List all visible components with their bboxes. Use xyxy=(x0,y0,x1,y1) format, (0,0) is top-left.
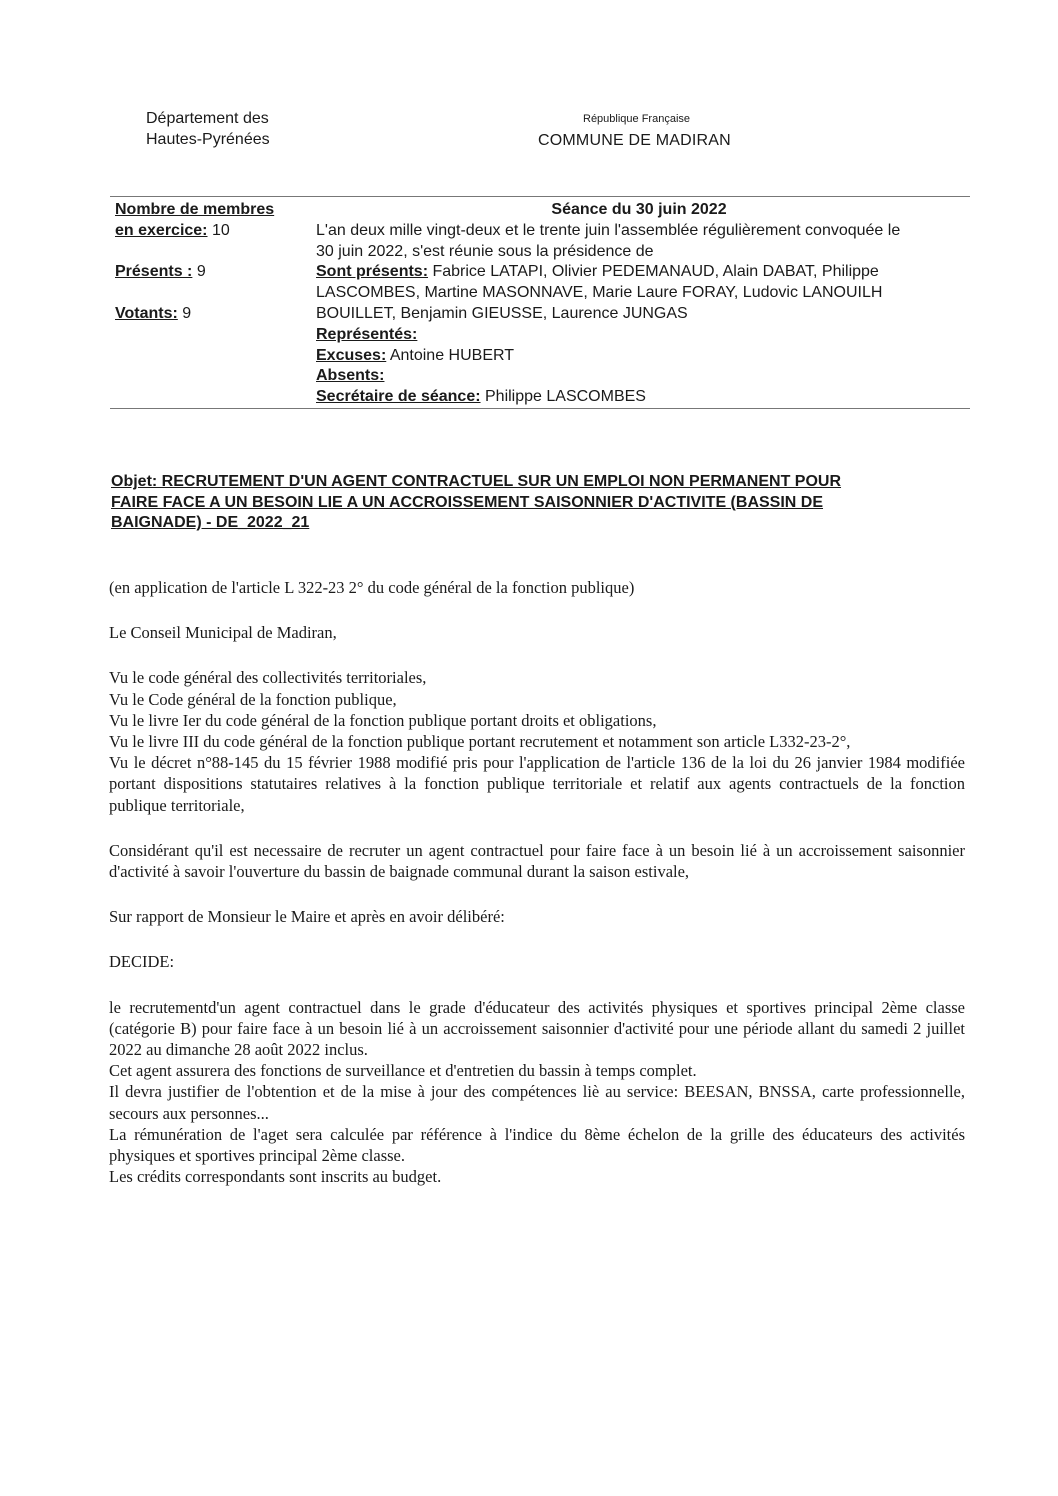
seance-intro-line2: 30 juin 2022, s'est réunie sous la présidence de xyxy=(316,242,654,260)
decision-competences: Il devra justifier de l'obtention et de la mise à jour des compétences liè au service: BEESAN, BNSSA, carte professionnelle, secours aux personnes... xyxy=(109,1082,965,1123)
deliberation-body xyxy=(109,577,965,1187)
decision-recrutement: le recrutementd'un agent contractuel dans le grade d'éducateur des activités physiques et sportives principal 2ème classe (catégorie B) pour faire face à un besoin lié à un accroissement saisonnier d'activité pour une période allant du samedi 2 juillet 2022 au dimanche 28 août 2022 inclus. xyxy=(109,997,965,1060)
exercice-value: 10 xyxy=(207,221,230,239)
vu-line-2: Vu le Code général de la fonction publique, xyxy=(109,689,397,709)
department-line2: Hautes-Pyrénées xyxy=(146,131,270,148)
department-block xyxy=(146,108,270,150)
presents-label: Présents : xyxy=(115,263,193,281)
republique-label: République Française xyxy=(583,113,691,125)
seance-intro-line1: L'an deux mille vingt-deux et le trente juin l'assemblée régulièrement convoquée le xyxy=(316,221,901,239)
sont-presents-label: Sont présents: xyxy=(316,263,429,281)
excuses-label: Excuses: xyxy=(316,346,387,364)
vu-line-5: Vu le décret n°88-145 du 15 février 1988 modifié pris pour l'application de l'article 136 de la loi du 26 janvier 1984 modifiée portant dispositions statutaires relatives à la fonction publique territoriale et relatif aux agents contractuels de la fonction publique territoriale, xyxy=(109,753,965,815)
decision-credits: Les crédits correspondants sont inscrits au budget. xyxy=(109,1167,442,1187)
presents-value: 9 xyxy=(192,263,206,281)
votants-label: Votants: xyxy=(115,304,178,322)
bottom-divider xyxy=(110,408,970,409)
commune-title: COMMUNE DE MADIRAN xyxy=(538,132,731,149)
sont-presents-line2: LASCOMBES, Martine MASONNAVE, Marie Laure FORAY, Ludovic LANOUILH xyxy=(316,284,883,302)
objet-line1: Objet: RECRUTEMENT D'UN AGENT CONTRACTUEL SUR UN EMPLOI NON PERMANENT POUR xyxy=(111,473,842,490)
decision-remuneration: La rémunération de l'aget sera calculée par référence à l'indice du 8ème échelon de la grille des éducateurs des activités physiques et sportives principal 2ème classe. xyxy=(109,1124,965,1166)
objet-line3: BAIGNADE) - DE_2022_21 xyxy=(111,514,310,531)
secretaire-value: Philippe LASCOMBES xyxy=(480,388,646,406)
absents-label: Absents: xyxy=(316,367,385,385)
top-divider xyxy=(110,196,970,197)
votants-value: 9 xyxy=(177,304,192,322)
seance-title: Séance du 30 juin 2022 xyxy=(551,201,727,218)
members-summary xyxy=(115,200,274,325)
vu-line-4: Vu le livre III du code général de la fonction publique portant recrutement et notamment son article L332-23-2°, xyxy=(109,732,851,752)
membres-label: Nombre de membres xyxy=(115,201,275,218)
decide-label: DECIDE: xyxy=(109,952,175,972)
rapport-line: Sur rapport de Monsieur le Maire et après en avoir délibéré: xyxy=(109,907,505,927)
exercice-label: en exercice: xyxy=(115,221,208,239)
secretaire-label: Secrétaire de séance: xyxy=(316,388,481,406)
department-line1: Département des xyxy=(146,110,269,127)
application-note: (en application de l'article L 322-23 2° du code général de la fonction publique) xyxy=(109,578,635,597)
seance-block xyxy=(316,200,966,408)
objet-line2: FAIRE FACE A UN BESOIN LIE A UN ACCROISSEMENT SAISONNIER D'ACTIVITE (BASSIN DE xyxy=(111,493,824,511)
considerant-paragraph: Considérant qu'il est necessaire de recruter un agent contractuel pour faire face à un besoin lié à un accroissement saisonnier d'activité à savoir l'ouverture du bassin de baignade communal durant la saison estivale, xyxy=(109,840,965,882)
sont-presents-line3: BOUILLET, Benjamin GIEUSSE, Laurence JUNGAS xyxy=(316,304,688,322)
vu-line-1: Vu le code général des collectivités territoriales, xyxy=(109,668,427,688)
conseil-line: Le Conseil Municipal de Madiran, xyxy=(109,623,337,643)
vu-line-3: Vu le livre Ier du code général de la fonction publique portant droits et obligations, xyxy=(109,710,657,730)
objet-heading xyxy=(111,472,936,534)
sont-presents-line1: Fabrice LATAPI, Olivier PEDEMANAUD, Alain DABAT, Philippe xyxy=(428,263,879,281)
representes-label: Représentés: xyxy=(316,325,418,343)
decision-fonctions: Cet agent assurera des fonctions de surveillance et d'entretien du bassin à temps complet. xyxy=(109,1061,697,1081)
excuses-value: Antoine HUBERT xyxy=(386,346,515,364)
